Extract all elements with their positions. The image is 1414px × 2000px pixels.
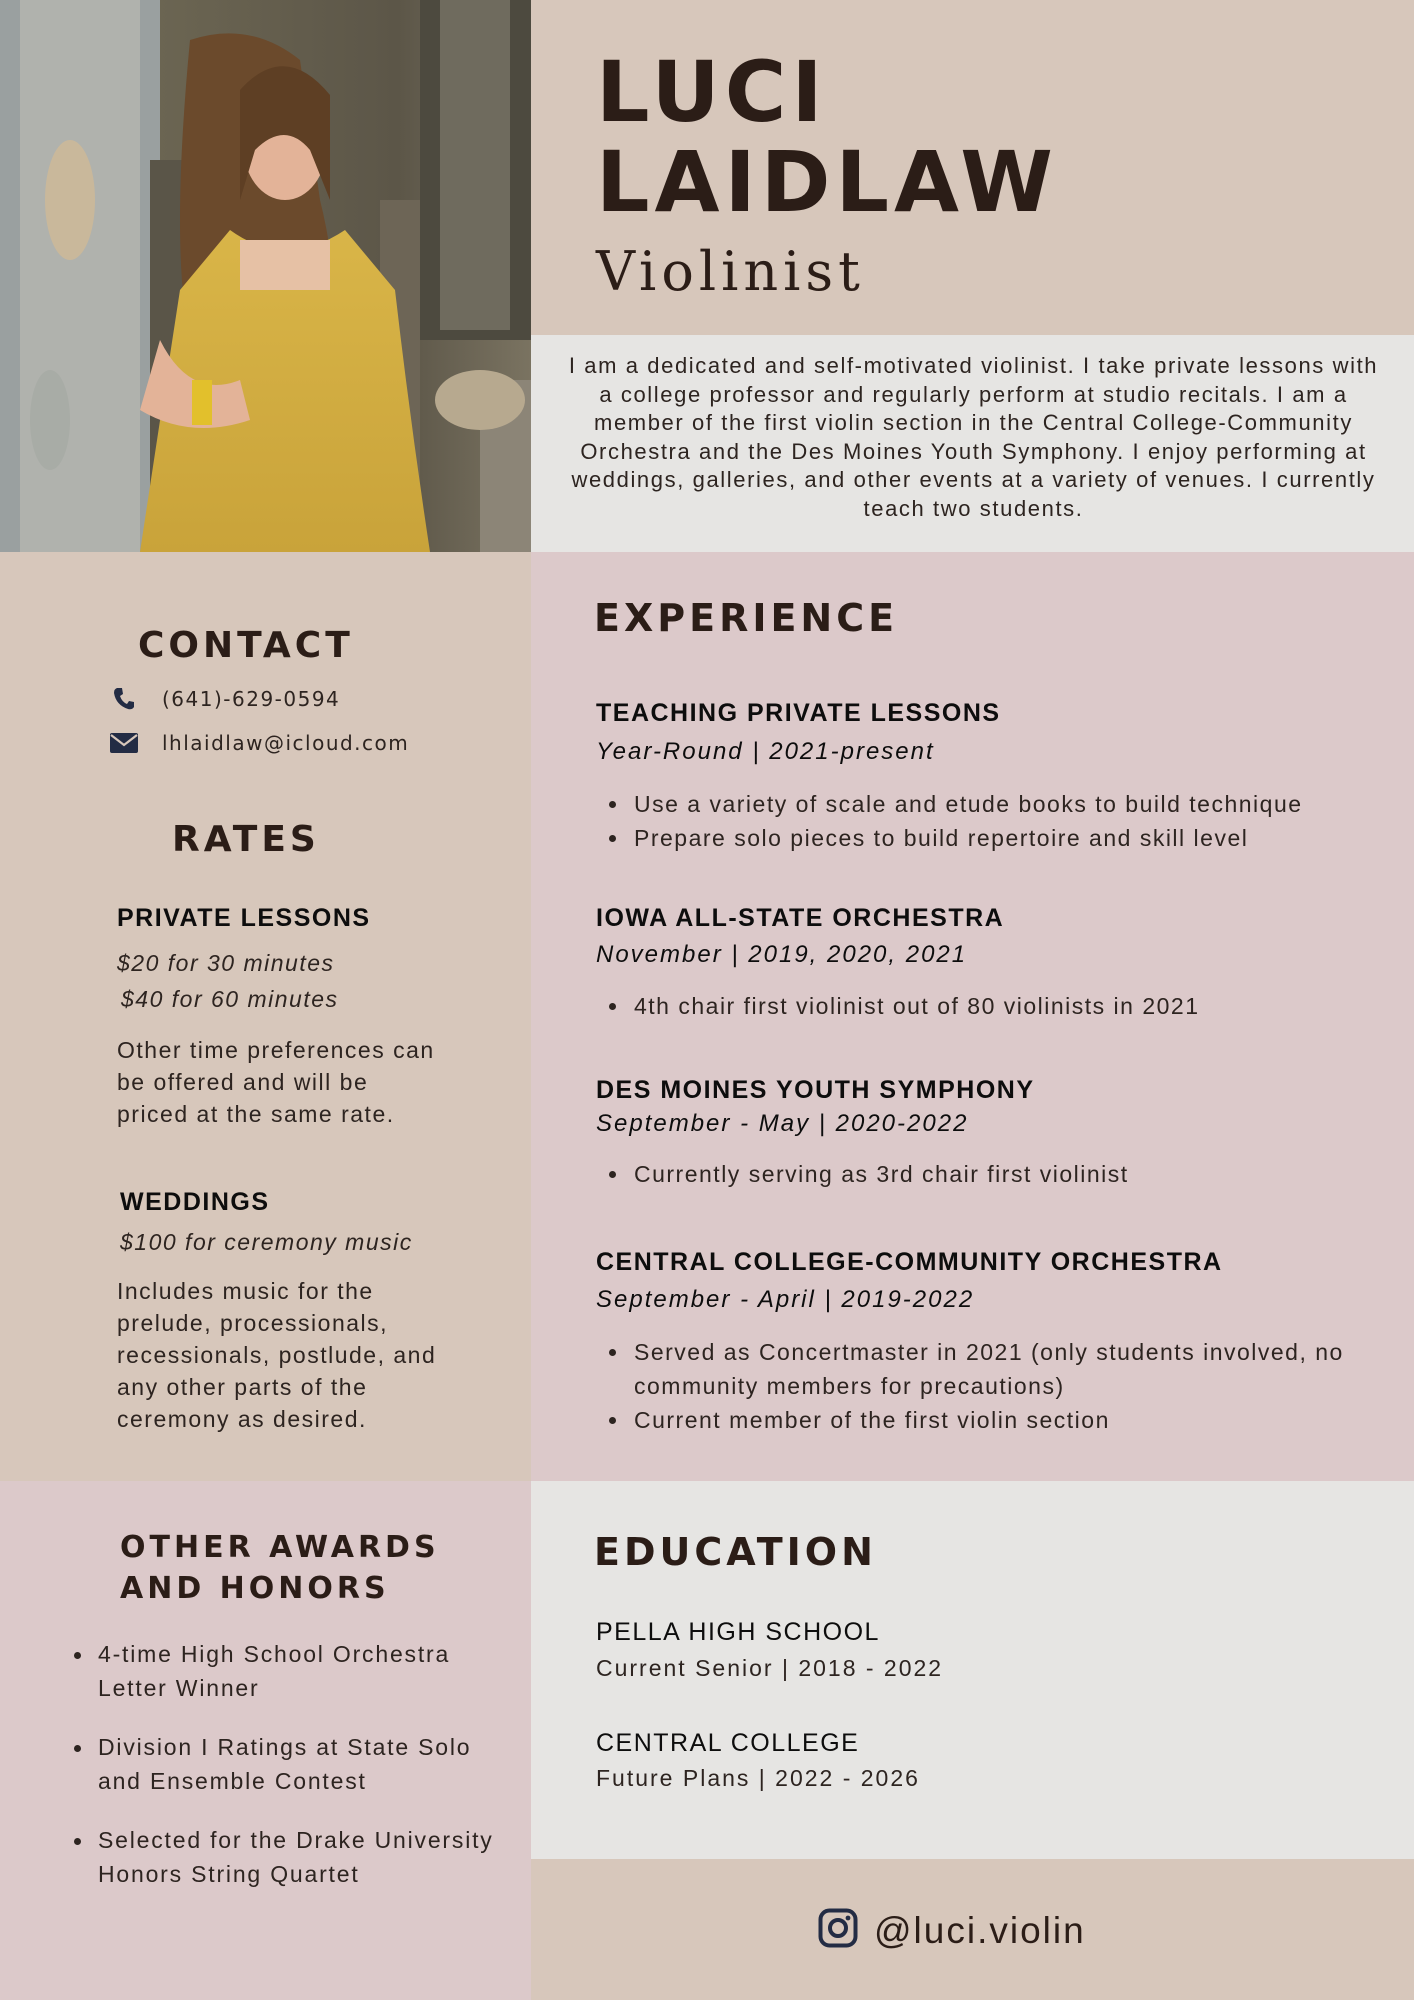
job-bullet: Currently serving as 3rd chair first violinist [596,1157,1396,1191]
last-name: LAIDLAW [596,133,1058,231]
award-item: Division I Ratings at State Solo and Ensemble Contest [62,1730,502,1798]
job-bullet: Served as Concertmaster in 2021 (only students involved, no community members for precautions) [596,1335,1386,1403]
job-bullet: Use a variety of scale and etude books to build technique [596,787,1396,821]
job-title-heading: Violinist [596,240,865,303]
job-bullet: 4th chair first violinist out of 80 violinists in 2021 [596,989,1396,1023]
job-dates: September - April | 2019-2022 [596,1286,975,1313]
job-bullet: Current member of the first violin section [596,1403,1386,1437]
instagram-link[interactable] [818,1908,1086,1953]
job-title: DES MOINES YOUTH SYMPHONY [596,1076,1035,1104]
job-bullet: Prepare solo pieces to build repertoire and skill level [596,821,1396,855]
phone-number: (641)-629-0594 [162,687,341,711]
experience-heading: EXPERIENCE [594,596,899,640]
job-bullets [596,1157,1396,1191]
envelope-icon [110,729,138,757]
award-item: Selected for the Drake University Honors String Quartet [62,1823,502,1891]
awards-heading-line-2: AND HONORS [120,1571,390,1606]
weddings-heading: WEDDINGS [120,1188,270,1216]
private-lessons-note: Other time preferences can be offered and will be priced at the same rate. [117,1037,435,1127]
award-item: 4-time High School Orchestra Letter Winner [62,1637,502,1705]
job-bullets [596,1335,1386,1437]
school-name: PELLA HIGH SCHOOL [596,1618,880,1646]
instagram-icon [818,1908,858,1953]
contact-heading: CONTACT [138,625,354,666]
first-name: LUCI [596,43,828,141]
education-heading: EDUCATION [594,1530,877,1574]
job-title: CENTRAL COLLEGE-COMMUNITY ORCHESTRA [596,1248,1223,1276]
private-price-60: $40 for 60 minutes [121,986,339,1012]
school-dates: Current Senior | 2018 - 2022 [596,1655,944,1681]
job-dates: Year-Round | 2021-present [596,738,935,765]
rates-heading: RATES [172,819,320,860]
job-bullets [596,989,1396,1023]
job-title: IOWA ALL-STATE ORCHESTRA [596,904,1005,932]
private-lessons-heading: PRIVATE LESSONS [117,904,371,932]
phone-icon [110,685,138,713]
about-paragraph: I am a dedicated and self-motivated violinist. I take private lessons with a college professor and regularly perform at studio recitals. I am a member of the first violin section in the Central College-Community Orchestra and the Des Moines Youth Symphony. I enjoy performing at weddings, galleries, and other events at a variety of venues. I currently teach two students. [568,353,1379,521]
instagram-handle: @luci.violin [874,1909,1086,1951]
contact-email[interactable] [110,729,409,757]
profile-photo-illustration [0,0,531,552]
weddings-note: Includes music for the prelude, processionals, recessionals, postlude, and any other parts of the ceremony as desired. [117,1278,437,1432]
job-dates: September - May | 2020-2022 [596,1110,969,1137]
school-dates: Future Plans | 2022 - 2026 [596,1765,920,1791]
private-price-30: $20 for 30 minutes [117,950,335,976]
weddings-price: $100 for ceremony music [120,1229,413,1255]
contact-phone[interactable] [110,685,340,713]
email-address: lhlaidlaw@icloud.com [162,731,410,755]
school-name: CENTRAL COLLEGE [596,1729,860,1757]
profile-photo [0,0,531,552]
awards-list [62,1637,502,1916]
job-title: TEACHING PRIVATE LESSONS [596,699,1001,727]
awards-heading-line-1: OTHER AWARDS [120,1530,440,1565]
job-dates: November | 2019, 2020, 2021 [596,941,968,968]
job-bullets [596,787,1396,855]
